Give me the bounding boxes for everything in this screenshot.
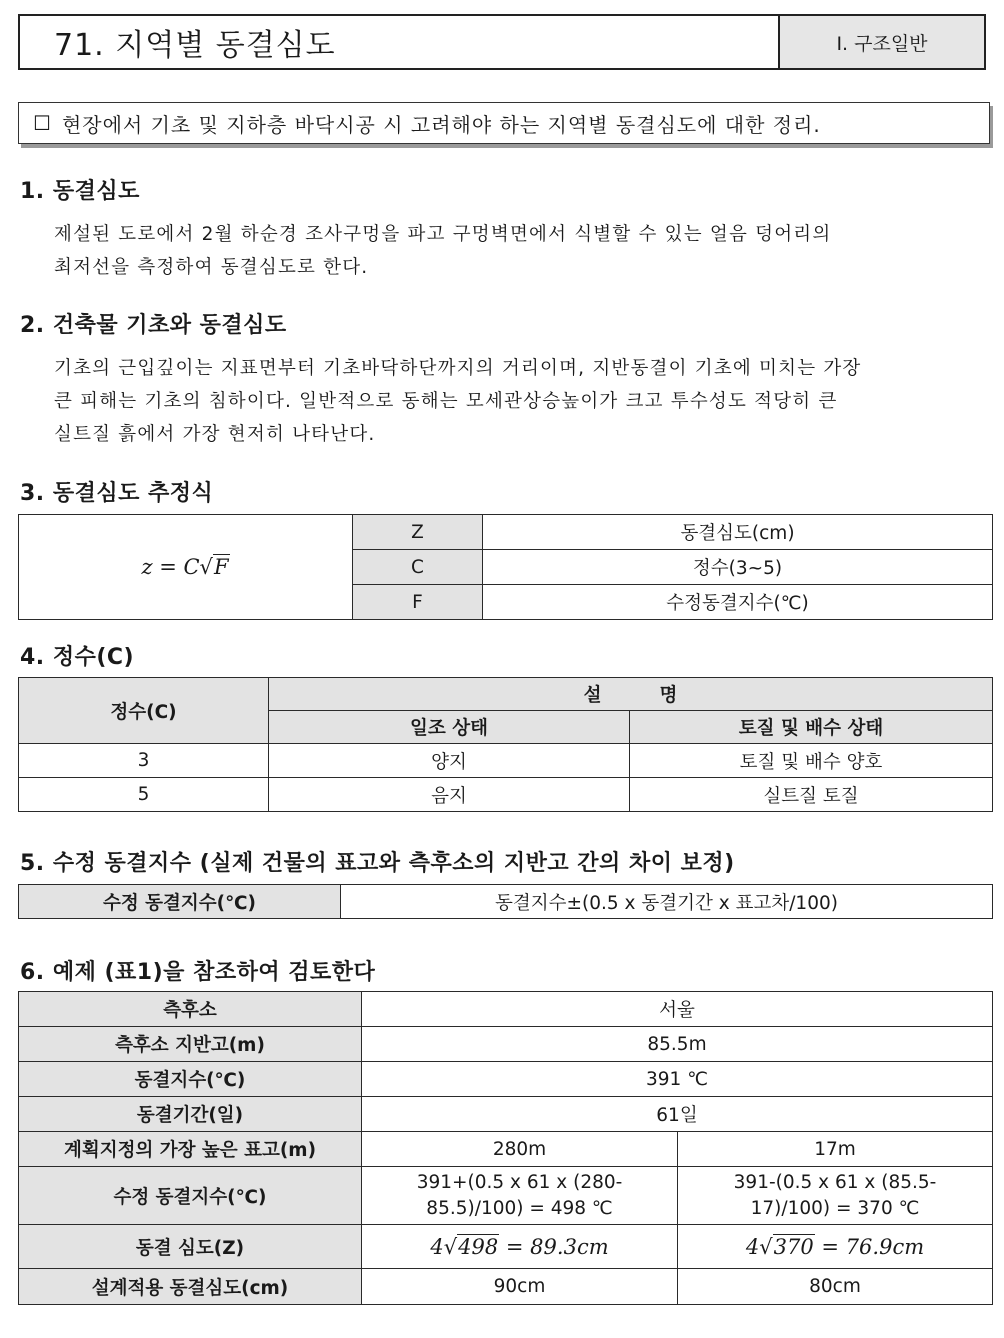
symbol-cell: C bbox=[353, 550, 483, 585]
row-value-b: 17m bbox=[678, 1132, 993, 1167]
row-label: 동결기간(일) bbox=[19, 1097, 362, 1132]
section-2-line: 실트질 흙에서 가장 현저히 나타난다. bbox=[54, 424, 376, 445]
formula-table bbox=[18, 514, 993, 620]
row-label: 측후소 bbox=[19, 992, 362, 1027]
section-2-line: 기초의 근입깊이는 지표면부터 기초바닥하단까지의 거리이며, 지반동결이 기초에 미치는 가장 bbox=[54, 358, 862, 379]
formula-radicand: F bbox=[213, 555, 229, 579]
row-value: 391 ℃ bbox=[362, 1062, 993, 1097]
intro-box bbox=[18, 102, 990, 144]
sun-cell: 음지 bbox=[269, 778, 630, 812]
corrected-index-formula: 동결지수±(0.5 x 동결기간 x 표고차/100) bbox=[341, 885, 993, 919]
section-1-heading: 1. 동결심도 bbox=[20, 179, 140, 204]
section-6-heading: 6. 예제 (표1)을 참조하여 검토한다 bbox=[20, 960, 376, 985]
section-4-heading: 4. 정수(C) bbox=[20, 645, 135, 670]
example-table bbox=[18, 991, 993, 1305]
row-value-a: 391+(0.5 x 61 x (280-85.5)/100) = 498 ℃ bbox=[362, 1167, 678, 1225]
section-1-line: 최저선을 측정하여 동결심도로 한다. bbox=[54, 257, 369, 278]
depth-formula-a: 4√498 = 89.3cm bbox=[362, 1225, 678, 1269]
symbol-cell: F bbox=[353, 585, 483, 620]
sqrt-icon: √ bbox=[199, 555, 213, 579]
row-label: 측후소 지반고(m) bbox=[19, 1027, 362, 1062]
corrected-index-label: 수정 동결지수(℃) bbox=[19, 885, 341, 919]
sun-header: 일조 상태 bbox=[269, 711, 630, 744]
checkbox-icon: ☐ bbox=[33, 111, 52, 135]
intro-text: 현장에서 기초 및 지하층 바닥시공 시 고려해야 하는 지역별 동결심도에 대한 정리. bbox=[61, 112, 821, 137]
constant-header: 정수(C) bbox=[19, 678, 269, 744]
soil-header: 토질 및 배수 상태 bbox=[630, 711, 993, 744]
soil-cell: 실트질 토질 bbox=[630, 778, 993, 812]
row-label: 동결 심도(Z) bbox=[19, 1225, 362, 1269]
row-value: 서울 bbox=[362, 992, 993, 1027]
row-label: 계획지정의 가장 높은 표고(m) bbox=[19, 1132, 362, 1167]
title-bar bbox=[18, 14, 986, 70]
section-1-line: 제설된 도로에서 2월 하순경 조사구멍을 파고 구멍벽면에서 식별할 수 있는 얼음 덩어리의 bbox=[54, 224, 832, 245]
constant-cell: 3 bbox=[19, 744, 269, 778]
category-label: Ⅰ. 구조일반 bbox=[778, 16, 984, 68]
soil-cell: 토질 및 배수 양호 bbox=[630, 744, 993, 778]
symbol-cell: Z bbox=[353, 515, 483, 550]
row-value-b: 391-(0.5 x 61 x (85.5-17)/100) = 370 ℃ bbox=[678, 1167, 993, 1225]
depth-formula-b: 4√370 = 76.9cm bbox=[678, 1225, 993, 1269]
formula-lhs: z = C bbox=[141, 555, 200, 579]
desc-cell: 수정동결지수(℃) bbox=[483, 585, 993, 620]
row-value-b: 80cm bbox=[678, 1269, 993, 1305]
section-5-heading: 5. 수정 동결지수 (실제 건물의 표고와 측후소의 지반고 간의 차이 보정) bbox=[20, 851, 735, 876]
sqrt-icon: √ bbox=[759, 1234, 773, 1259]
row-label: 동결지수(℃) bbox=[19, 1062, 362, 1097]
section-2-heading: 2. 건축물 기초와 동결심도 bbox=[20, 313, 287, 338]
row-value: 85.5m bbox=[362, 1027, 993, 1062]
row-label: 설계적용 동결심도(cm) bbox=[19, 1269, 362, 1305]
sun-cell: 양지 bbox=[269, 744, 630, 778]
section-2-line: 큰 피해는 기초의 침하이다. 일반적으로 동해는 모세관상승높이가 크고 투수성도 적당히 큰 bbox=[54, 391, 838, 412]
row-label: 수정 동결지수(℃) bbox=[19, 1167, 362, 1225]
row-value-a: 90cm bbox=[362, 1269, 678, 1305]
sqrt-icon: √ bbox=[443, 1234, 458, 1259]
desc-cell: 정수(3~5) bbox=[483, 550, 993, 585]
formula-cell bbox=[19, 515, 353, 620]
section-3-heading: 3. 동결심도 추정식 bbox=[20, 481, 214, 506]
corrected-index-table bbox=[18, 884, 993, 919]
row-value-a: 280m bbox=[362, 1132, 678, 1167]
description-header: 설 명 bbox=[269, 678, 993, 711]
desc-cell: 동결심도(cm) bbox=[483, 515, 993, 550]
constant-cell: 5 bbox=[19, 778, 269, 812]
constant-table bbox=[18, 677, 993, 812]
row-value: 61일 bbox=[362, 1097, 993, 1132]
page-title: 71. 지역별 동결심도 bbox=[54, 28, 336, 63]
